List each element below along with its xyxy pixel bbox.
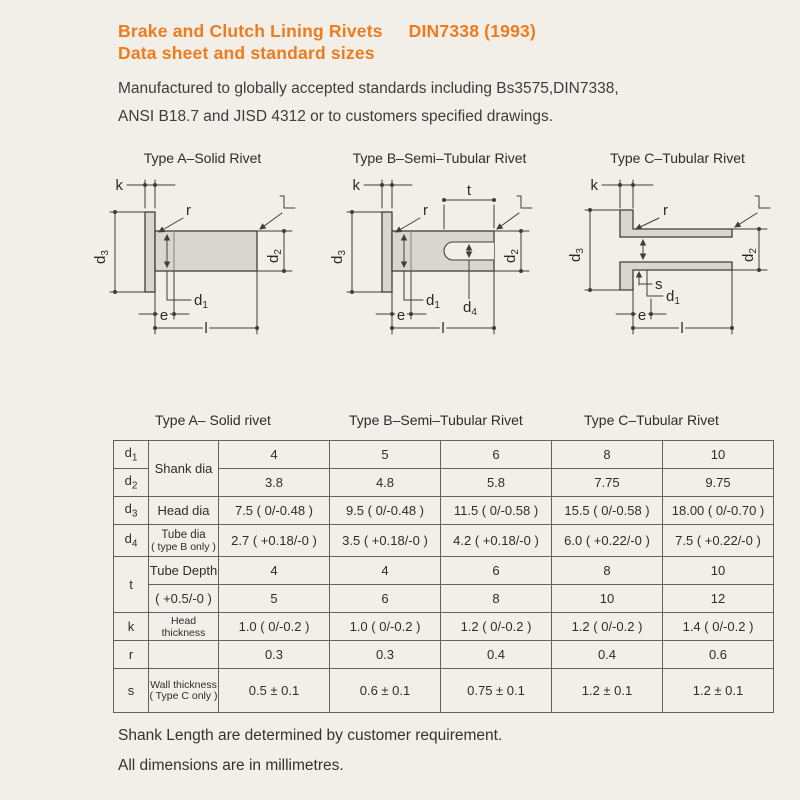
- value-cell: 9.75: [663, 469, 774, 497]
- value-cell: 10: [663, 441, 774, 469]
- label-d2: $d_2$: [265, 249, 284, 263]
- value-cell: 1.0 ( 0/-0.2 ): [330, 613, 441, 641]
- value-cell: 3.8: [219, 469, 330, 497]
- value-cell: 1.2 ( 0/-0.2 ): [441, 613, 552, 641]
- symbol-cell: $d_1$: [114, 441, 149, 469]
- label-cell: Shank dia: [149, 441, 219, 497]
- value-cell: 5.8: [441, 469, 552, 497]
- value-cell: 1.2 ± 0.1: [552, 669, 663, 713]
- value-cell: 4: [219, 441, 330, 469]
- label-cell: Head dia: [149, 497, 219, 525]
- value-cell: 11.5 ( 0/-0.58 ): [441, 497, 552, 525]
- value-cell: 0.75 ± 0.1: [441, 669, 552, 713]
- header: [118, 20, 619, 131]
- type-c-diagram-title: Type C–Tubular Rivet: [610, 150, 745, 166]
- type-b-drawing: [322, 172, 557, 344]
- end-chamfer-mark-icon: [497, 196, 532, 229]
- value-cell: 4: [330, 557, 441, 585]
- table-row-d3: [114, 497, 774, 525]
- value-cell: 6.0 ( +0.22/-0 ): [552, 525, 663, 557]
- label-cell: ( +0.5/-0 ): [149, 585, 219, 613]
- label-d1: $d_1$: [666, 288, 680, 307]
- label-t: t: [466, 182, 472, 199]
- label-l: l: [680, 320, 684, 337]
- radius-callout: [636, 218, 659, 229]
- page-title-standard: DIN7338 (1993): [408, 21, 536, 41]
- value-cell: 3.5 ( +0.18/-0 ): [330, 525, 441, 557]
- table-row-d1: [114, 441, 774, 469]
- label-d2: $d_2$: [740, 248, 759, 262]
- value-cell: 8: [552, 557, 663, 585]
- value-cell: 0.3: [330, 641, 441, 669]
- table-row-d4: [114, 525, 774, 557]
- table-row-tube-depth-tolerance: [114, 585, 774, 613]
- radius-callout: [396, 218, 420, 232]
- table-row-tube-depth: [114, 557, 774, 585]
- value-cell: 4.8: [330, 469, 441, 497]
- intro-text: [118, 75, 619, 131]
- value-cell: 6: [441, 441, 552, 469]
- symbol-cell: $d_4$: [114, 525, 149, 557]
- type-c-diagram: [560, 150, 795, 344]
- table-row-s: [114, 669, 774, 713]
- dim-d3: [347, 210, 382, 294]
- end-chamfer-mark-icon: [260, 196, 295, 229]
- value-cell: 1.2 ( 0/-0.2 ): [552, 613, 663, 641]
- dim-k: [127, 180, 175, 208]
- label-d1: $d_1$: [194, 292, 208, 311]
- value-cell: 5: [330, 441, 441, 469]
- table-row-r: [114, 641, 774, 669]
- dim-s: [639, 272, 652, 285]
- value-cell: 1.0 ( 0/-0.2 ): [219, 613, 330, 641]
- table-heading-type-c: Type C–Tubular Rivet: [584, 412, 719, 428]
- rivet-body: [145, 212, 257, 292]
- value-cell: 4.2 ( +0.18/-0 ): [441, 525, 552, 557]
- value-cell: 7.5 ( 0/-0.48 ): [219, 497, 330, 525]
- page-title-main: Brake and Clutch Lining Rivets: [118, 21, 383, 41]
- value-cell: 15.5 ( 0/-0.58 ): [552, 497, 663, 525]
- footer-note-shank-length: Shank Length are determined by customer requirement.: [118, 727, 503, 744]
- label-d3: $d_3$: [329, 250, 348, 264]
- label-cell: [149, 641, 219, 669]
- label-cell: Tube Depth: [149, 557, 219, 585]
- value-cell: 0.6: [663, 641, 774, 669]
- value-cell: 2.7 ( +0.18/-0 ): [219, 525, 330, 557]
- value-cell: 10: [552, 585, 663, 613]
- type-c-drawing: [560, 172, 795, 344]
- value-cell: 6: [330, 585, 441, 613]
- label-d1: $d_1$: [426, 292, 440, 311]
- symbol-cell: r: [114, 641, 149, 669]
- label-k: k: [352, 177, 360, 194]
- value-cell: 10: [663, 557, 774, 585]
- label-e: e: [637, 307, 647, 324]
- label-r: r: [186, 202, 191, 219]
- value-cell: 0.5 ± 0.1: [219, 669, 330, 713]
- type-b-diagram: [322, 150, 557, 344]
- end-chamfer-mark-icon: [735, 196, 770, 227]
- label-k: k: [590, 177, 598, 194]
- label-e: e: [396, 307, 406, 324]
- rivet-body: [382, 212, 494, 292]
- dim-d3: [585, 208, 620, 292]
- table-row-k: [114, 613, 774, 641]
- label-l: l: [204, 320, 208, 337]
- value-cell: 8: [441, 585, 552, 613]
- value-cell: 8: [552, 441, 663, 469]
- rivet-body: [620, 210, 732, 290]
- dim-k: [364, 180, 412, 208]
- value-cell: 7.5 ( +0.22/-0 ): [663, 525, 774, 557]
- page-title: [118, 20, 619, 42]
- intro-line-2: ANSI B18.7 and JISD 4312 or to customers specified drawings.: [118, 108, 554, 125]
- dimensions-table: [113, 440, 774, 713]
- label-s: s: [655, 276, 663, 293]
- value-cell: 4: [219, 557, 330, 585]
- dim-k: [602, 180, 653, 208]
- label-cell: Tube dia ( type B only ): [149, 525, 219, 557]
- value-cell: 12: [663, 585, 774, 613]
- value-cell: 0.4: [441, 641, 552, 669]
- value-cell: 9.5 ( 0/-0.48 ): [330, 497, 441, 525]
- label-k: k: [115, 177, 123, 194]
- label-d2: $d_2$: [502, 249, 521, 263]
- value-cell: 1.2 ± 0.1: [663, 669, 774, 713]
- symbol-cell: s: [114, 669, 149, 713]
- label-d3: $d_3$: [567, 248, 586, 262]
- radius-callout: [159, 218, 183, 232]
- label-r: r: [663, 202, 668, 219]
- value-cell: 0.6 ± 0.1: [330, 669, 441, 713]
- label-r: r: [423, 202, 428, 219]
- type-b-diagram-title: Type B–Semi–Tubular Rivet: [352, 150, 527, 166]
- label-e: e: [159, 307, 169, 324]
- label-d4: $d_4$: [463, 299, 477, 318]
- label-d3: $d_3$: [92, 250, 111, 264]
- page-subtitle: Data sheet and standard sizes: [118, 43, 375, 63]
- type-a-diagram-title: Type A–Solid Rivet: [143, 150, 262, 166]
- value-cell: 6: [441, 557, 552, 585]
- symbol-cell: k: [114, 613, 149, 641]
- table-heading-type-b: Type B–Semi–Tubular Rivet: [349, 412, 523, 428]
- value-cell: 0.3: [219, 641, 330, 669]
- label-cell: Wall thickness ( Type C only ): [149, 669, 219, 713]
- symbol-cell: t: [114, 557, 149, 613]
- intro-line-1: Manufactured to globally accepted standards including Bs3575,DIN7338,: [118, 80, 619, 97]
- dim-t: [442, 198, 496, 229]
- value-cell: 7.75: [552, 469, 663, 497]
- type-a-drawing: [85, 172, 320, 344]
- value-cell: 0.4: [552, 641, 663, 669]
- type-a-diagram: [85, 150, 320, 344]
- symbol-cell: $d_2$: [114, 469, 149, 497]
- footer-note-units: All dimensions are in millimetres.: [118, 757, 344, 774]
- dim-d3: [110, 210, 145, 294]
- value-cell: 5: [219, 585, 330, 613]
- label-l: l: [441, 320, 445, 337]
- table-heading-type-a: Type A– Solid rivet: [155, 412, 271, 428]
- value-cell: 18.00 ( 0/-0.70 ): [663, 497, 774, 525]
- value-cell: 1.4 ( 0/-0.2 ): [663, 613, 774, 641]
- label-cell: Head thickness: [149, 613, 219, 641]
- symbol-cell: $d_3$: [114, 497, 149, 525]
